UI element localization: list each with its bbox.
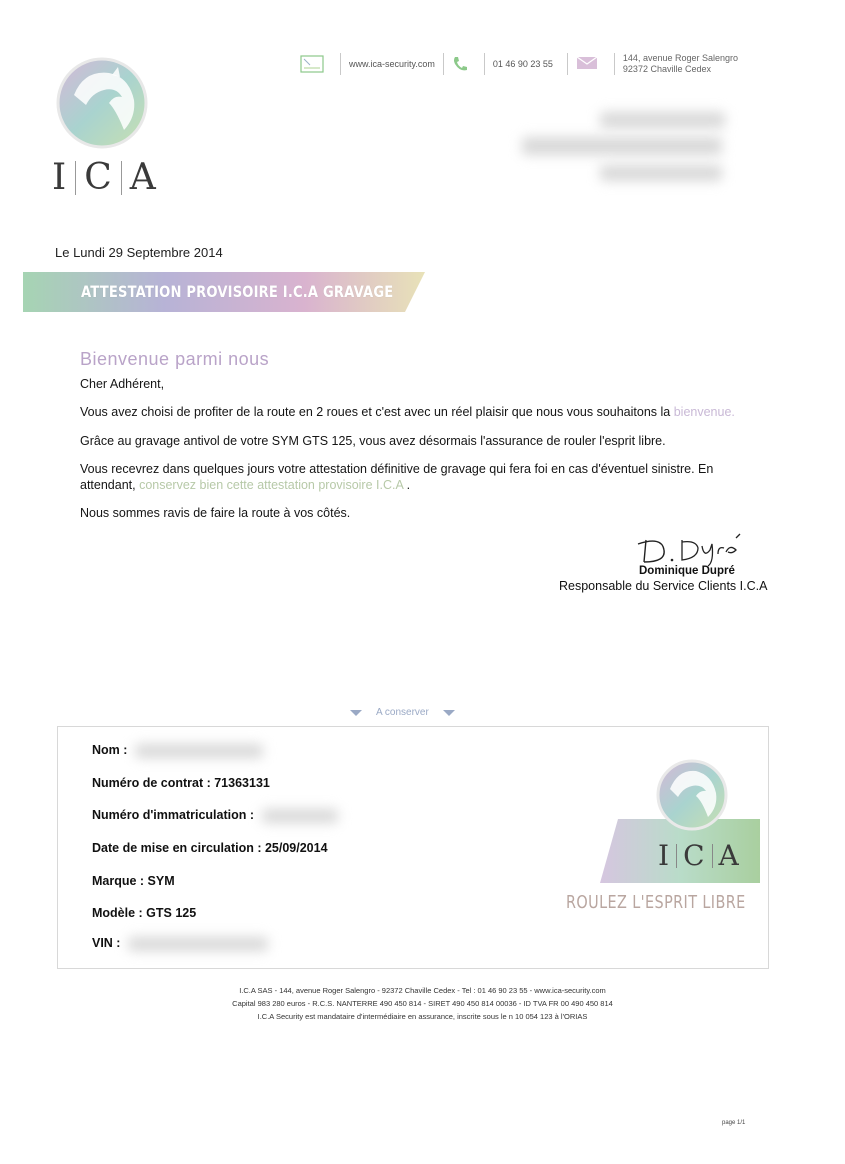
paragraph-3-text: Vous recevrez dans quelques jours votre attestation définitive de gravage qui fera foi en cas d'éventuel sinistre. En attendant,: [80, 462, 714, 492]
letter-date: Le Lundi 29 Septembre 2014: [55, 245, 223, 260]
card-logo-wordmark: I C A: [658, 839, 740, 872]
address-line-2: 92372 Chaville Cedex: [622, 64, 711, 74]
paragraph-3: [80, 461, 770, 493]
legal-footer: [0, 984, 845, 1023]
paragraph-3-end: .: [403, 478, 411, 492]
attestation-card: [57, 726, 769, 969]
triangle-down-icon: [350, 710, 362, 716]
name-label: Nom :: [92, 743, 128, 757]
registration-label: Numéro d'immatriculation :: [92, 808, 255, 822]
redacted-vin: [128, 937, 268, 951]
handwritten-signature: [632, 532, 752, 568]
field-registration: [92, 808, 338, 823]
footer-line-2: Capital 983 280 euros - R.C.S. NANTERRE 490 450 814 - SIRET 490 450 814 00036 - ID TVA FR 00 490 450 814: [232, 999, 613, 1008]
keep-label: A conserver: [376, 707, 429, 718]
address-line-1: 144, avenue Roger Salengro: [622, 53, 739, 63]
title-banner: [23, 272, 425, 312]
paragraph-3-highlight: conservez bien cette attestation provisoire I.C.A: [139, 478, 404, 492]
phone-number: 01 46 90 23 55: [492, 59, 553, 69]
greeting: Cher Adhérent,: [80, 377, 165, 391]
slogan: ROULEZ L'ESPRIT LIBRE: [566, 892, 746, 913]
page-number: page 1/1: [722, 1120, 746, 1126]
paragraph-1-highlight: bienvenue.: [673, 405, 735, 419]
redacted-recipient-line-1: [600, 112, 725, 128]
field-model: Modèle : GTS 125: [92, 906, 197, 920]
keep-divider: [350, 707, 455, 718]
field-name: [92, 743, 263, 758]
redacted-recipient-line-2: [522, 137, 722, 155]
paragraph-1-text: Vous avez choisi de profiter de la route en 2 roues et c'est avec un réel plaisir que nous vous souhaitons la: [80, 405, 674, 419]
paragraph-1: [80, 404, 780, 420]
phone-icon: [452, 55, 468, 73]
redacted-registration: [262, 809, 338, 823]
redacted-recipient-line-3: [600, 165, 722, 181]
mail-icon: [576, 55, 598, 73]
signatory-role: Responsable du Service Clients I.C.A: [559, 579, 768, 593]
field-brand: Marque : SYM: [92, 874, 175, 888]
paragraph-4: Nous sommes ravis de faire la route à vos côtés.: [80, 506, 351, 520]
website-link[interactable]: www.ica-security.com: [349, 59, 435, 69]
website-icon: [300, 55, 324, 73]
field-circulation-date: Date de mise en circulation : 25/09/2014: [92, 841, 328, 855]
redacted-name: [135, 744, 263, 758]
footer-line-3: I.C.A Security est mandataire d'intermédiaire en assurance, inscrite sous le n 10 054 123 à l'ORIAS: [257, 1012, 588, 1021]
vin-label: VIN :: [92, 936, 121, 950]
logo-wordmark: I C A: [52, 157, 157, 198]
banner-title: ATTESTATION PROVISOIRE I.C.A GRAVAGE: [81, 282, 394, 301]
horse-logo-icon: [54, 55, 154, 155]
welcome-heading: Bienvenue parmi nous: [80, 349, 270, 369]
ica-logo: [50, 55, 160, 205]
footer-line-1: I.C.A SAS - 144, avenue Roger Salengro - 92372 Chaville Cedex - Tel : 01 46 90 23 55 - www.ica-security.com: [239, 986, 606, 995]
header-address: [623, 53, 738, 75]
signatory-name: Dominique Dupré: [639, 565, 735, 577]
header-contact-row: [300, 50, 738, 78]
triangle-down-icon: [443, 710, 455, 716]
paragraph-2: Grâce au gravage antivol de votre SYM GTS 125, vous avez désormais l'assurance de rouler l'esprit libre.: [80, 434, 666, 448]
field-vin: [92, 936, 268, 951]
field-contract: Numéro de contrat : 71363131: [92, 776, 270, 790]
